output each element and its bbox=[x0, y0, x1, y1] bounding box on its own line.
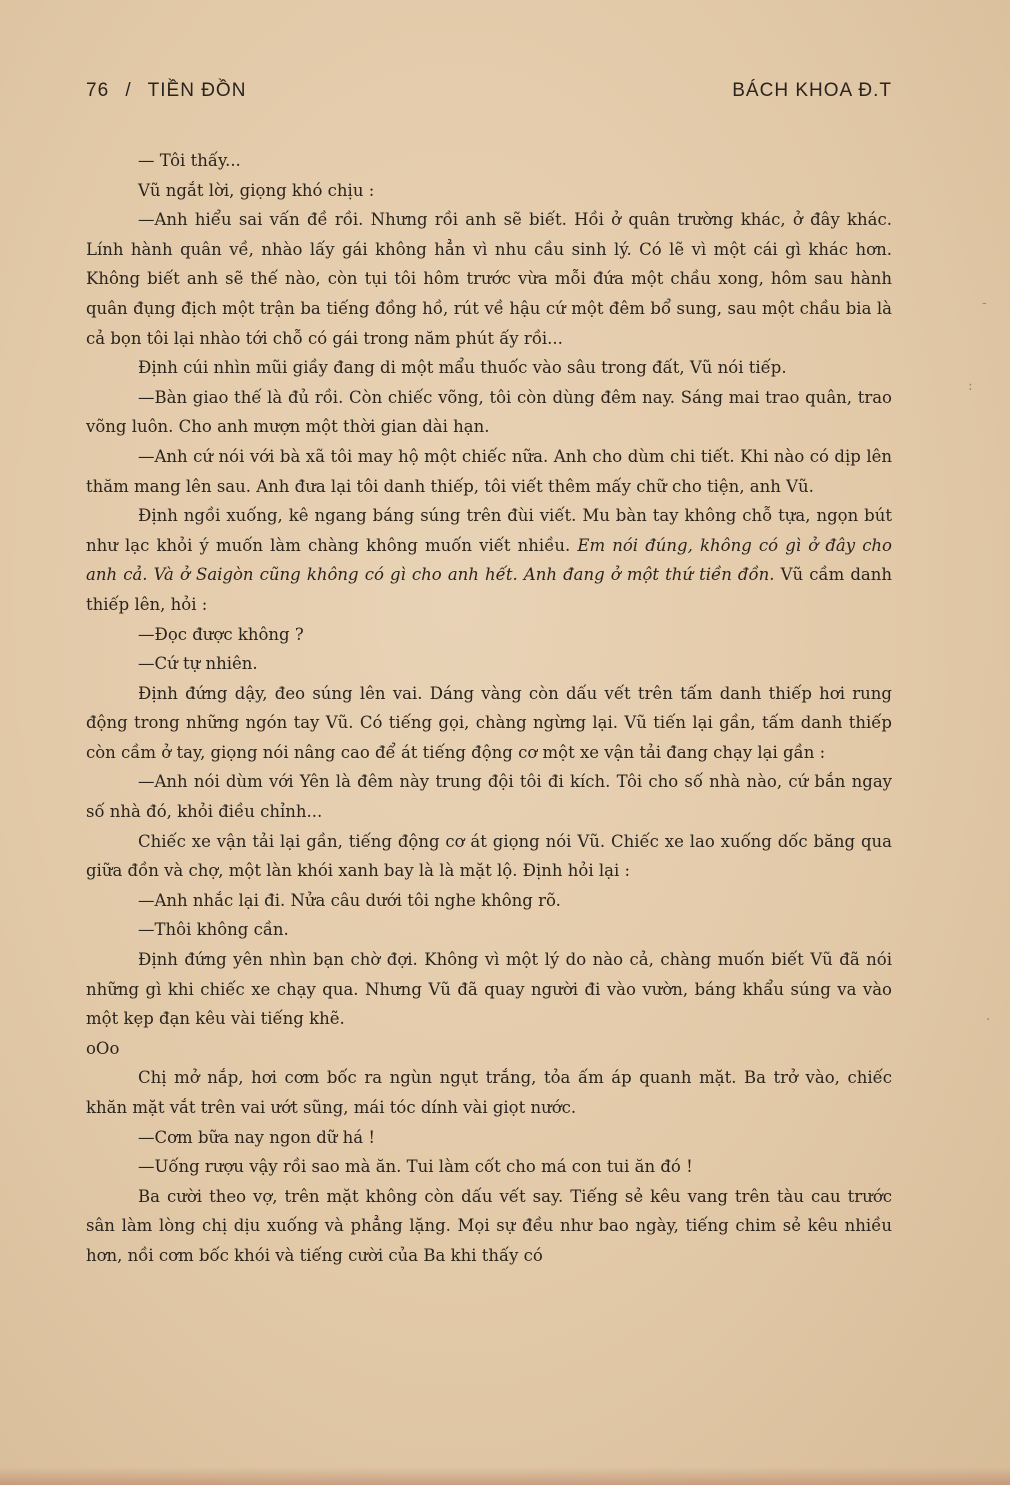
paragraph: Chị mở nắp, hơi cơm bốc ra ngùn ngụt trắng, tỏa ấm áp quanh mặt. Ba trở vào, chiếc khăn mặt vắt trên vai ướt sũng, mái tóc dính vài giọt nước. bbox=[86, 1068, 892, 1117]
section-separator: oOo bbox=[86, 1038, 120, 1058]
paragraph-writing bbox=[86, 501, 892, 619]
margin-speck: - bbox=[982, 295, 987, 311]
paragraph: Vũ ngắt lời, giọng khó chịu : bbox=[138, 180, 375, 200]
paragraph: — Tôi thấy... bbox=[138, 151, 241, 170]
writing-lead: Định ngồi xuống, kê ngang báng súng trên đùi viết. Mu bàn tay không chỗ tựa, ngọn bút như lạc khỏi ý muốn làm chàng không muốn viết nhiều. bbox=[86, 506, 892, 555]
article-body bbox=[86, 146, 892, 1271]
publication-name: BÁCH KHOA Đ.T bbox=[732, 80, 892, 101]
paragraph: —Anh hiểu sai vấn đề rồi. Nhưng rồi anh sẽ biết. Hồi ở quân trường khác, ở đây khác. Lính hành quân về, nhào lấy gái không hẳn vì nhu cầu sinh lý. Có lẽ vì một cái gì khác hơn. Không biết anh sẽ thế nào, còn tụi tôi hôm trước vừa mỗi đứa một chầu xong, hôm sau hành quân đụng địch một trận ba tiếng đồng hồ, rút về hậu cứ một đêm bổ sung, sau một chầu bia là cả bọn tôi lại nhào tới chỗ có gái trong năm phút ấy rồi... bbox=[86, 210, 892, 348]
paragraph: Định đứng yên nhìn bạn chờ đợi. Không vì một lý do nào cả, chàng muốn biết Vũ đã nói những gì khi chiếc xe chạy qua. Nhưng Vũ đã quay người đi vào vườn, báng khẩu súng va vào một kẹp đạn kêu vài tiếng khẽ. bbox=[86, 950, 892, 1029]
header-left bbox=[86, 80, 256, 102]
paragraph: —Anh nói dùm với Yên là đêm này trung đội tôi đi kích. Tôi cho số nhà nào, cứ bắn ngay số nhà đó, khỏi điều chỉnh... bbox=[86, 772, 892, 822]
paragraph: Ba cười theo vợ, trên mặt không còn dấu vết say. Tiếng sẻ kêu vang trên tàu cau trước sân làm lòng chị dịu xuống và phẳng lặng. Mọi sự đều như bao ngày, tiếng chim sẻ kêu nhiều hơn, nồi cơm bốc khói và tiếng cười của Ba khi thấy có bbox=[86, 1186, 892, 1265]
paragraph: Chiếc xe vận tải lại gần, tiếng động cơ át giọng nói Vũ. Chiếc xe lao xuống dốc băng qua giữa đồn và chợ, một làn khói xanh bay là là mặt lộ. Định hỏi lại : bbox=[86, 831, 892, 881]
page-number: 76 bbox=[86, 80, 110, 101]
paragraph: —Uống rượu vậy rồi sao mà ăn. Tui làm cốt cho má con tui ăn đó ! bbox=[138, 1157, 693, 1177]
header-separator: / bbox=[125, 80, 132, 101]
paragraph: —Đọc được không ? bbox=[138, 624, 304, 644]
section-title: TIỀN ĐỒN bbox=[147, 80, 247, 101]
page-header bbox=[86, 80, 892, 102]
paragraph: Định đứng dậy, đeo súng lên vai. Dáng vàng còn dấu vết trên tấm danh thiếp hơi rung động trong những ngón tay Vũ. Có tiếng gọi, chàng ngừng lại. Vũ tiến lại gần, tấm danh thiếp còn cầm ở tay, giọng nói nâng cao để át tiếng động cơ một xe vận tải đang chạy lại gần : bbox=[86, 683, 892, 762]
paragraph: —Anh cứ nói với bà xã tôi may hộ một chiếc nữa. Anh cho dùm chi tiết. Khi nào có dịp lên thăm mang lên sau. Anh đưa lại tôi danh thiếp, tôi viết thêm mấy chữ cho tiện, anh Vũ. bbox=[86, 446, 892, 496]
paragraph: Định cúi nhìn mũi giầy đang di một mẩu thuốc vào sâu trong đất, Vũ nói tiếp. bbox=[138, 358, 787, 378]
paragraph: —Bàn giao thế là đủ rồi. Còn chiếc võng, tôi còn dùng đêm nay. Sáng mai trao quân, trao võng luôn. Cho anh mượn một thời gian dài hạn. bbox=[86, 387, 892, 437]
handwritten-note: Em nói đúng, không có gì ở đây cho anh cả. Và ở Saigòn cũng không có gì cho anh hết. Anh đang ở một thứ tiền đồn. bbox=[86, 535, 892, 585]
margin-speck: : bbox=[968, 378, 973, 394]
paragraph: —Thôi không cần. bbox=[138, 920, 289, 940]
margin-speck: · bbox=[986, 1012, 991, 1028]
paragraph: —Anh nhắc lại đi. Nửa câu dưới tôi nghe không rõ. bbox=[138, 890, 561, 910]
paragraph: —Cứ tự nhiên. bbox=[138, 654, 258, 674]
writing-tail: Vũ cầm danh thiếp lên, hỏi : bbox=[86, 565, 893, 614]
paragraph: —Cơm bữa nay ngon dữ há ! bbox=[138, 1127, 376, 1147]
